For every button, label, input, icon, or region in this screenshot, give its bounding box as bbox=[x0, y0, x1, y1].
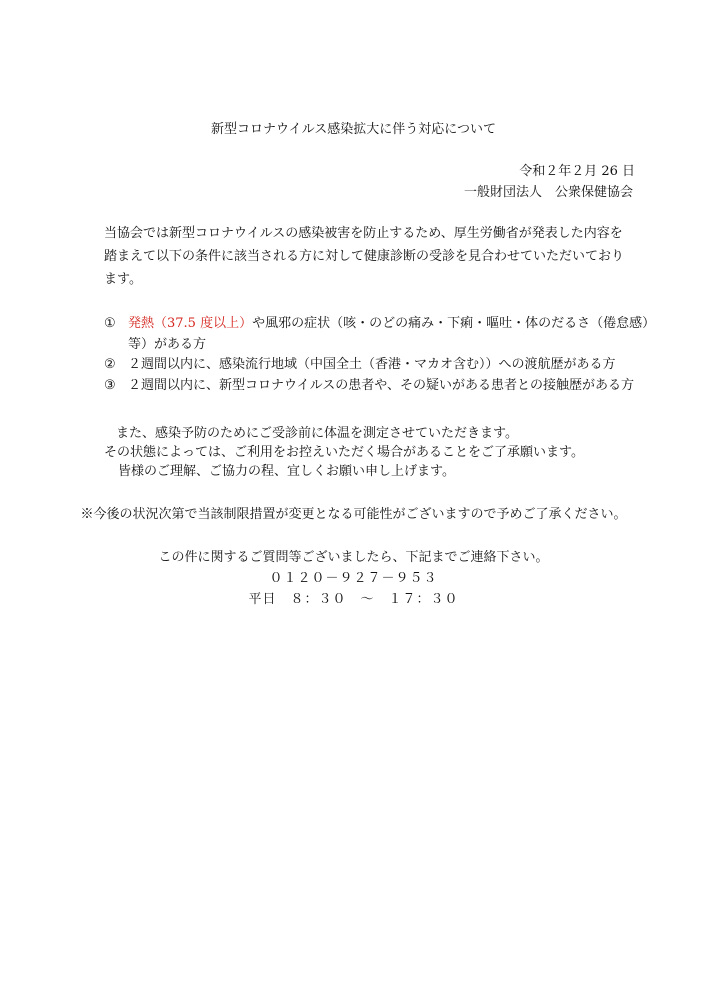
intro-line-1: 当協会では新型コロナウイルスの感染被害を防止するため、厚生労働省が発表した内容を bbox=[104, 226, 623, 241]
caution-note: ※今後の状況次第で当該制限措置が変更となる可能性がございますので予めご了承ください。 bbox=[80, 507, 627, 522]
document-title: 新型コロナウイルス感染拡大に伴う対応について bbox=[211, 122, 496, 137]
condition-1-number: ① bbox=[104, 316, 116, 331]
note-line-3: 皆様のご理解、ご協力の程、宜しくお願い申し上げます。 bbox=[118, 464, 455, 479]
condition-1-continuation: 等）がある方 bbox=[128, 337, 207, 352]
condition-1-text bbox=[128, 315, 655, 333]
organization-name: 一般財団法人 公衆保健協会 bbox=[463, 185, 633, 200]
contact-question: この件に関するご質問等ございましたら、下記までご連絡下さい。 bbox=[158, 550, 549, 565]
condition-2-text: ２週間以内に、感染流行地域（中国全土（香港・マカオ含む））への渡航歴がある方 bbox=[128, 357, 616, 372]
note-line-2: その状態によっては、ご利用をお控えいただく場合があることをご了承願います。 bbox=[104, 445, 584, 460]
document-date: 令和２年２月 26 日 bbox=[519, 164, 635, 179]
condition-3-text: ２週間以内に、新型コロナウイルスの患者や、その疑いがある患者との接触歴がある方 bbox=[128, 378, 634, 393]
intro-line-3: ます。 bbox=[104, 272, 142, 287]
contact-hours: 平日 ８：３０ ～ １７：３０ bbox=[248, 592, 459, 607]
condition-1-highlight: 発熱（37.5 度以上） bbox=[128, 316, 253, 331]
contact-phone-number: ０１２０－９２７－９５３ bbox=[269, 571, 438, 586]
condition-3-number: ③ bbox=[104, 378, 116, 393]
intro-line-2: 踏まえて以下の条件に該当される方に対して健康診断の受診を見合わせていただいており bbox=[104, 249, 625, 264]
note-line-1: また、感染予防のためにご受診前に体温を測定させていただきます。 bbox=[116, 426, 518, 441]
condition-1-main: や風邪の症状（咳・のどの痛み・下痢・嘔吐・体のだるさ（倦怠感） bbox=[252, 316, 656, 331]
condition-2-number: ② bbox=[104, 357, 116, 372]
